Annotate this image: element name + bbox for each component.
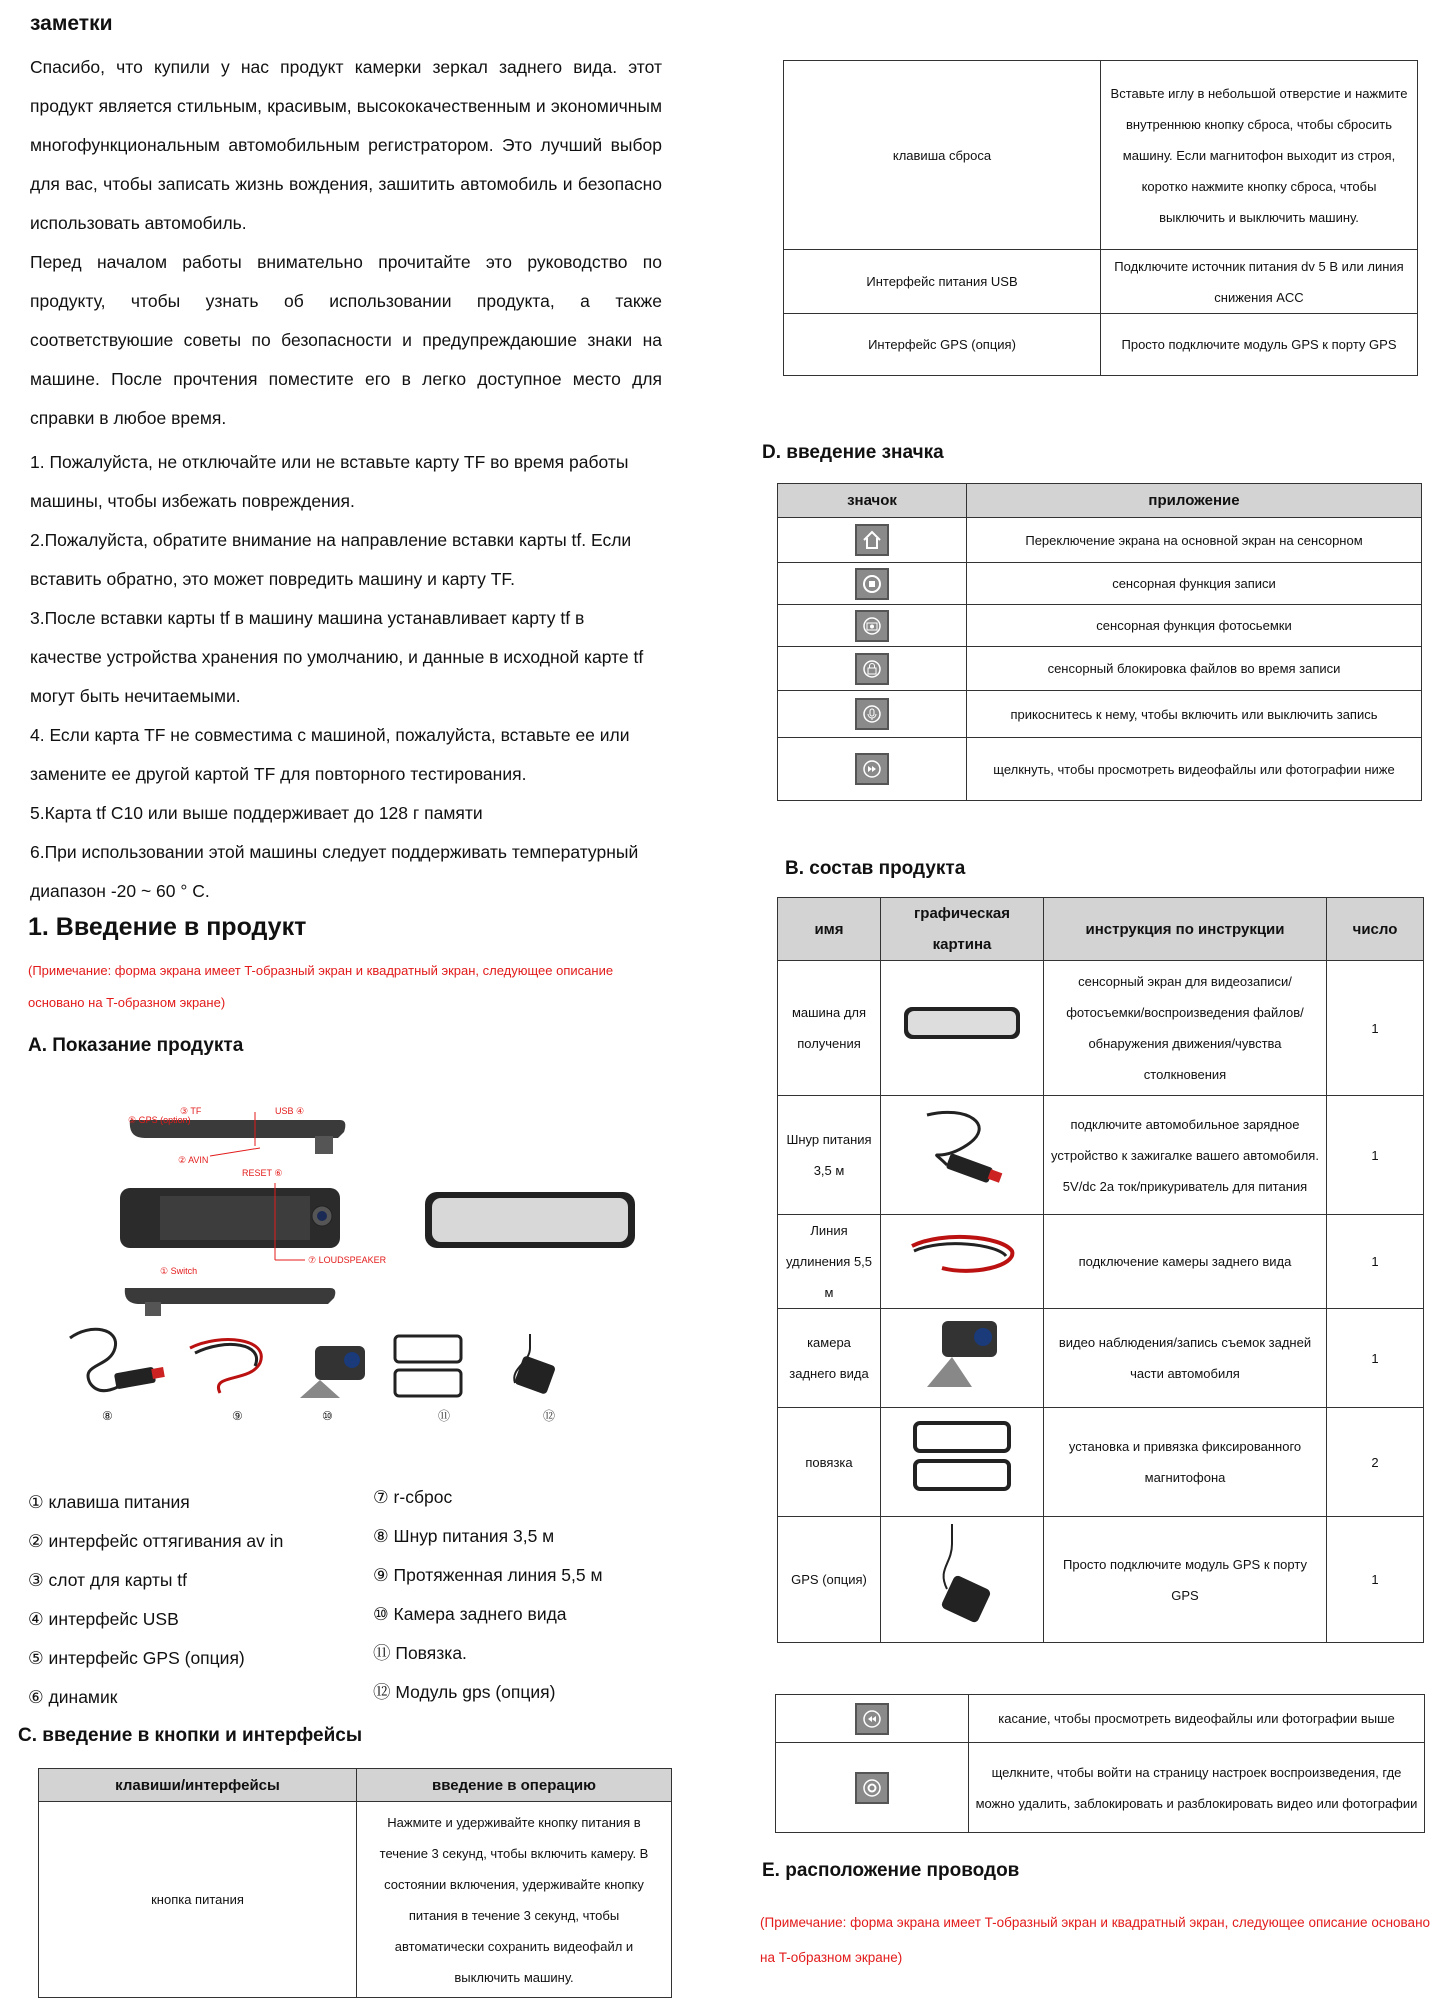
table-cell: щелкните, чтобы войти на страницу настроек воспроизведения, где можно удалить, заблокировать и разблокировать видео или фотографии	[969, 1743, 1425, 1833]
label-gps: ⑤ GPS (option)	[128, 1115, 191, 1125]
section-c-title: C. введение в кнопки и интерфейсы	[18, 1725, 363, 1746]
table-cell: сенсорный экран для видеозаписи/фотосъемки/воспроизведения файлов/обнаружения движения/чувства столкновения	[1044, 961, 1327, 1096]
legend-left	[28, 1483, 358, 1717]
note-line: 6.При использовании этой машины следует поддерживать температурный	[30, 842, 639, 862]
table-cell: Шнур питания 3,5 м	[778, 1096, 881, 1215]
notes-title: заметки	[30, 12, 113, 35]
table-cell: 1	[1327, 1517, 1424, 1643]
table-cell: кнопка питания	[39, 1802, 357, 1998]
table-cell: 1	[1327, 1309, 1424, 1408]
label-10: ⑩	[322, 1409, 333, 1423]
table-cell: Линия удлинения 5,5 м	[778, 1215, 881, 1309]
table-cell: видео наблюдения/запись съемок задней части автомобиля	[1044, 1309, 1327, 1408]
table-cell: клавиша сброса	[784, 61, 1101, 250]
note-line: 2.Пожалуйста, обратите внимание на направление вставки карты tf. Если	[30, 530, 632, 550]
note-line: замените ее другой картой TF для повторного тестирования.	[30, 764, 527, 784]
table-cell: машина для получения	[778, 961, 881, 1096]
legend-item: ⑤ интерфейс GPS (опция)	[28, 1648, 245, 1668]
buttons-table-part1	[38, 1768, 672, 1998]
note-line: 3.После вставки карты tf в машину машина устанавливает карту tf в	[30, 608, 585, 628]
table-header: введение в операцию	[357, 1769, 672, 1802]
section-e-title: E. расположение проводов	[762, 1860, 1020, 1881]
note-line: 1. Пожалуйста, не отключайте или не вставьте карту TF во время работы	[30, 452, 629, 472]
label-switch: ① Switch	[160, 1266, 198, 1276]
table-cell: повязка	[778, 1408, 881, 1517]
table-cell: сенсорная функция фотосьемки	[967, 605, 1422, 647]
table-cell: прикоснитесь к нему, чтобы включить или выключить запись	[967, 691, 1422, 738]
intro-paragraph-2: Перед началом работы внимательно прочитайте это руководство по продукту, чтобы узнать об использовании продукта, а также соответствуюшие советы по безопасности и предупреждаюшие знаки на машине. После прочтения поместите его в легко доступное место для справки в любое время.	[30, 252, 662, 428]
legend-item: ⑪ Повязка.	[373, 1643, 467, 1663]
screen-note: (Примечание: форма экрана имеет T-образный экран и квадратный экран, следующее описание основано на T-образном экране)	[28, 963, 614, 1010]
table-header: значок	[778, 484, 967, 518]
intro-text	[30, 48, 662, 438]
table-cell: 1	[1327, 1096, 1424, 1215]
gps-module-image	[514, 1355, 556, 1395]
icons-table	[777, 483, 1422, 801]
label-reset: RESET ⑥	[242, 1168, 283, 1178]
legend-item: ③ слот для карты tf	[28, 1570, 187, 1590]
legend-item: ⑧ Шнур питания 3,5 м	[373, 1526, 555, 1546]
icons-table-continued	[775, 1694, 1425, 1833]
table-cell: сенсорный блокировка файлов во время записи	[967, 647, 1422, 691]
table-cell: 2	[1327, 1408, 1424, 1517]
table-cell: сенсорная функция записи	[967, 563, 1422, 605]
table-cell: Интерфейс GPS (опция)	[784, 314, 1101, 376]
note-line: 4. Если карта TF не совместима с машиной, пожалуйста, вставьте ее или	[30, 725, 630, 745]
mount-pads-image	[395, 1336, 461, 1362]
table-cell: 1	[1327, 1215, 1424, 1309]
note-line: диапазон -20 ~ 60 ° C.	[30, 881, 210, 901]
table-cell: камера заднего вида	[778, 1309, 881, 1408]
table-cell: Подключите источник питания dv 5 В или линия снижения ACC	[1101, 250, 1418, 314]
label-9: ⑨	[232, 1409, 243, 1423]
label-12: ⑫	[543, 1409, 556, 1423]
record-icon	[855, 568, 889, 600]
table-cell: Интерфейс питания USB	[784, 250, 1101, 314]
play-forward-icon	[855, 753, 889, 785]
table-header: инструкция по инструкции	[1044, 898, 1327, 961]
products-table	[777, 897, 1424, 1643]
camera-icon	[855, 610, 889, 642]
note-line: вставить обратно, это может повредить машину и карту TF.	[30, 569, 516, 589]
lock-icon	[855, 653, 889, 685]
table-cell: установка и привязка фиксированного магнитофона	[1044, 1408, 1327, 1517]
mirror-image	[902, 1003, 1022, 1043]
label-8: ⑧	[102, 1409, 113, 1423]
section-b-title: B. состав продукта	[785, 858, 966, 879]
buttons-table-part2	[783, 60, 1418, 376]
legend-right	[373, 1478, 673, 1712]
wiring-note: (Примечание: форма экрана имеет T-образный экран и квадратный экран, следующее описание основано на T-образном экране)	[760, 1915, 1431, 1965]
note-line: могут быть нечитаемыми.	[30, 686, 241, 706]
table-header: имя	[778, 898, 881, 961]
intro-paragraph-1: Спасибо, что купили у нас продукт камерки зеркал заднего вида. этот продукт является стильным, красивым, высококачественным и экономичным многофункциональным автомобильным регистратором. Это лучший выбор для вас, чтобы записать жизнь вождения, зашитить автомобиль и безопасно использовать автомобиль.	[30, 57, 662, 233]
table-cell: Переключение экрана на основной экран на сенсорном	[967, 518, 1422, 563]
label-11: ⑪	[438, 1409, 451, 1423]
note-line: машины, чтобы избежать повреждения.	[30, 491, 355, 511]
home-icon	[855, 524, 889, 556]
legend-item: ⑩ Камера заднего вида	[373, 1604, 567, 1624]
note-line: 5.Карта tf C10 или выше поддерживает до 128 г памяти	[30, 803, 483, 823]
notes-list	[30, 443, 670, 911]
mic-icon	[855, 698, 889, 730]
section-d-title: D. введение значка	[762, 442, 944, 463]
table-cell: Просто подключите модуль GPS к порту GPS	[1101, 314, 1418, 376]
legend-item: ① клавиша питания	[28, 1492, 190, 1512]
power-cable-image	[907, 1105, 1017, 1195]
rear-camera-image	[917, 1313, 1007, 1393]
note-line: качестве устройства хранения по умолчанию, и данные в исходной карте tf	[30, 647, 644, 667]
legend-item: ② интерфейс оттягивания av in	[28, 1531, 284, 1551]
label-loudspeaker: ⑦ LOUDSPEAKER	[308, 1255, 387, 1265]
table-cell: касание, чтобы просмотреть видеофайлы или фотографии выше	[969, 1695, 1425, 1743]
settings-icon	[855, 1772, 889, 1804]
extension-cable-image	[902, 1226, 1022, 1286]
section-1-title: 1. Введение в продукт	[28, 913, 307, 941]
legend-item: ⑨ Протяженная линия 5,5 м	[373, 1565, 603, 1585]
table-cell: 1	[1327, 961, 1424, 1096]
mirror-front-view	[432, 1198, 628, 1242]
section-a-title: A. Показание продукта	[28, 1035, 244, 1056]
legend-item: ⑦ r-сброс	[373, 1487, 453, 1507]
table-cell: подключение камеры заднего вида	[1044, 1215, 1327, 1309]
label-avin: ② AVIN	[178, 1155, 209, 1165]
play-back-icon	[855, 1703, 889, 1735]
table-cell: Вставьте иглу в небольшой отверстие и нажмите внутреннюю кнопку сброса, чтобы сбросить машину. Если магнитофон выходит из строя, коротко нажмите кнопку сброса, чтобы выключить и выключить машину.	[1101, 61, 1418, 250]
legend-item: ⑫ Модуль gps (опция)	[373, 1682, 556, 1702]
table-header: графическая картина	[881, 898, 1044, 961]
product-diagram	[60, 1098, 660, 1433]
label-usb: USB ④	[275, 1106, 305, 1116]
mount-pads-image	[907, 1417, 1017, 1497]
table-cell: подключите автомобильное зарядное устройство к зажигалке вашего автомобиля. 5V/dc 2a ток/прикуриватель для питания	[1044, 1096, 1327, 1215]
table-header: число	[1327, 898, 1424, 961]
table-header: приложение	[967, 484, 1422, 518]
table-header: клавиши/интерфейсы	[39, 1769, 357, 1802]
table-cell: Просто подключите модуль GPS к порту GPS	[1044, 1517, 1327, 1643]
legend-item: ⑥ динамик	[28, 1687, 118, 1707]
table-cell: GPS (опция)	[778, 1517, 881, 1643]
table-cell: Нажмите и удерживайте кнопку питания в течение 3 секунд, чтобы включить камеру. В состоянии включения, удерживайте кнопку питания в течение 3 секунд, чтобы автоматически сохранить видеофайл и выключить машину.	[357, 1802, 672, 1998]
table-cell: щелкнуть, чтобы просмотреть видеофайлы или фотографии ниже	[967, 738, 1422, 801]
label-tf: ③ TF	[180, 1106, 202, 1116]
legend-item: ④ интерфейс USB	[28, 1609, 179, 1629]
gps-module-image	[922, 1519, 1002, 1629]
